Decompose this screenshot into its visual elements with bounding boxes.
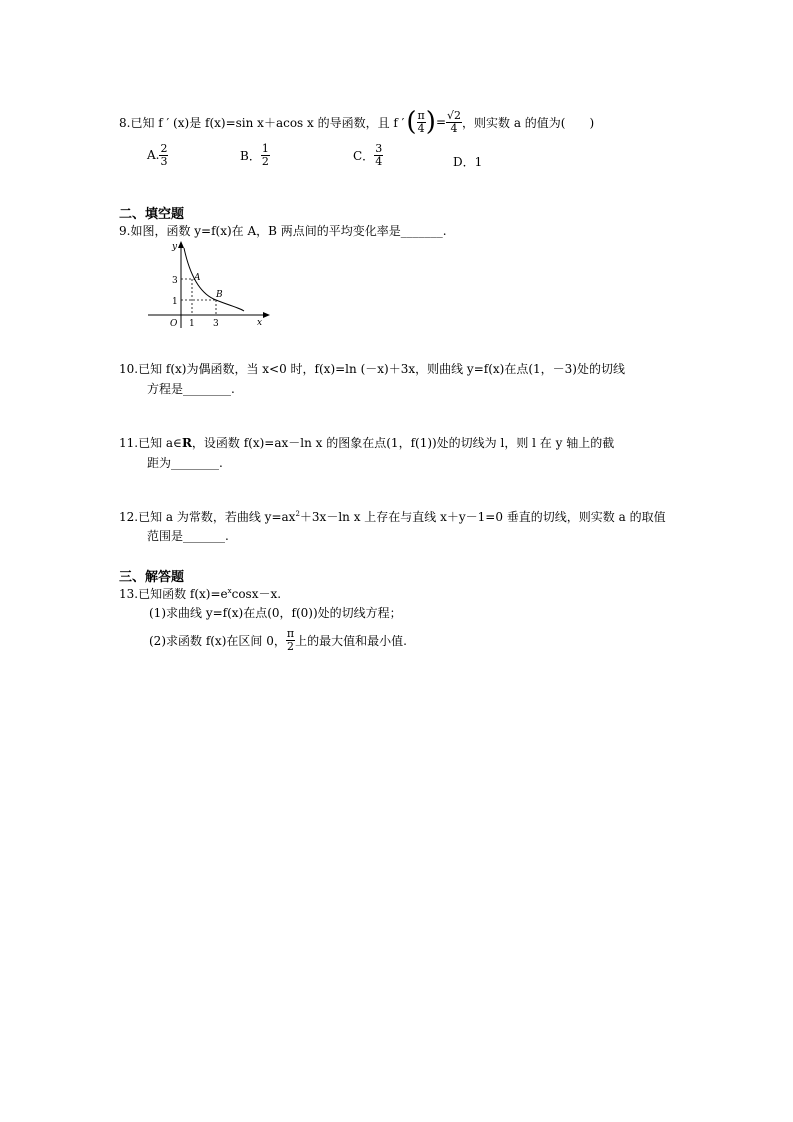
y-axis-arrow [178, 241, 184, 248]
option-fraction [374, 143, 383, 167]
origin-label: O [170, 319, 178, 329]
q8-prefix: 8.已知 f ′ (x)是 f(x)=sin x＋acos x 的导函数，且 f ′ [119, 115, 405, 130]
q8-rhs-numerator: √2 [447, 108, 462, 122]
q8-option-d [453, 153, 482, 170]
function-curve [184, 248, 244, 311]
section-3-title: 三、解答题 [119, 570, 185, 585]
option-numerator: 1 [261, 142, 269, 155]
q8-suffix: ，则实数 a 的值为( ) [462, 115, 595, 130]
q13-part2-a: (2)求函数 f(x)在区间 0， [149, 633, 286, 648]
q13-fraction-numerator: π [286, 626, 295, 640]
option-label: D． [453, 155, 475, 169]
x-axis-arrow [263, 312, 270, 318]
section-2-title: 二、填空题 [119, 207, 185, 222]
right-paren: ) [425, 107, 436, 137]
q13-stem-a: 13.已知函数 f(x)=e [119, 587, 228, 601]
question-8 [119, 100, 594, 144]
option-fraction [261, 143, 270, 167]
y-tick-1: 1 [172, 297, 178, 307]
x-tick-1: 1 [189, 319, 195, 329]
x-axis-label: x [257, 318, 263, 328]
q9-graph [146, 236, 274, 330]
option-label: A. [147, 148, 160, 163]
point-a-label: A [194, 273, 201, 283]
question-13-stem [119, 585, 281, 602]
q12-text-b: ＋3x－ln x 上存在与直线 x＋y－1=0 垂直的切线，则实数 a 的取值 [299, 510, 666, 524]
q11-real-set: R [181, 436, 192, 450]
q11-text-b: ，设函数 f(x)=ax－ln x 的图象在点(1，f(1))处的切线为 l，则 l 在 y 轴上的截 [191, 436, 615, 450]
option-denominator: 4 [375, 154, 383, 168]
question-13-part-2 [149, 618, 407, 662]
y-axis-label: y [172, 242, 178, 252]
q8-option-c [353, 143, 383, 167]
q8-arg-numerator: π [417, 108, 425, 122]
option-value: 1 [474, 155, 483, 169]
q8-option-b [240, 143, 270, 167]
option-fraction [159, 143, 168, 167]
left-paren: ( [406, 107, 417, 137]
option-numerator: 2 [160, 142, 168, 155]
q8-rhs-denominator: 4 [450, 121, 458, 135]
question-9: 9.如图，函数 y=f(x)在 A，B 两点间的平均变化率是_______. [119, 224, 447, 238]
option-label: B． [240, 148, 261, 163]
question-12-line-2: 范围是_______. [147, 529, 229, 543]
q13-stem-b: cosx－x. [231, 587, 282, 601]
q8-rhs-fraction [446, 110, 462, 134]
question-10-line-1: 10.已知 f(x)为偶函数，当 x<0 时，f(x)=ln (－x)＋3x，则曲线 y=f(x)在点(1，－3)处的切线 [119, 362, 625, 376]
question-11-line-1 [119, 434, 614, 451]
q13-fraction-denominator: 2 [286, 639, 294, 653]
question-13-part-1: (1)求曲线 y=f(x)在点(0，f(0))处的切线方程； [149, 606, 402, 620]
y-tick-3: 3 [172, 276, 178, 286]
q12-exponent: 2 [295, 510, 300, 518]
q8-arg-fraction [417, 110, 426, 134]
question-10-line-2: 方程是________. [147, 382, 235, 396]
option-numerator: 3 [375, 142, 383, 155]
q13-exponent: x [227, 587, 232, 595]
question-12-line-1 [119, 508, 666, 525]
q13-part2-b: 上的最大值和最小值. [295, 633, 407, 648]
option-label: C． [353, 148, 375, 163]
q8-arg-denominator: 4 [417, 121, 425, 135]
q11-text-a: 11.已知 a∈ [119, 436, 182, 450]
x-tick-3: 3 [213, 319, 219, 329]
q8-option-a [147, 143, 168, 167]
question-11-line-2: 距为________. [147, 456, 223, 470]
q13-interval-fraction [286, 628, 295, 652]
option-denominator: 3 [160, 154, 168, 168]
point-b-label: B [216, 290, 223, 300]
q8-equals: = [435, 115, 446, 129]
option-denominator: 2 [261, 154, 269, 168]
q12-text-a: 12.已知 a 为常数，若曲线 y=ax [119, 510, 296, 524]
